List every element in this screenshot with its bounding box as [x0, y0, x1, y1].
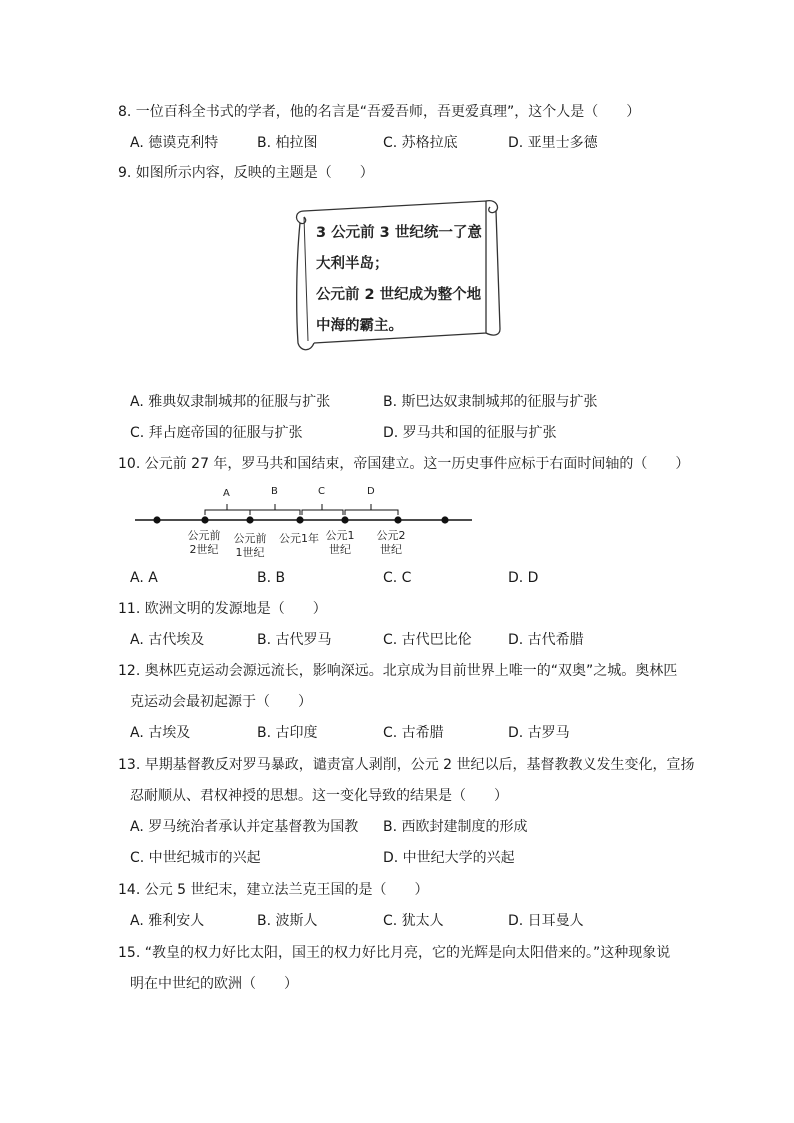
q14-option-a: A. 雅利安人 — [130, 913, 205, 929]
question-8-stem: 8. 一位百科全书式的学者，他的名言是“吾爱吾师，吾更爱真理”，这个人是（ ） — [118, 104, 641, 120]
q12-option-a: A. 古埃及 — [130, 725, 191, 741]
q8-option-b: B. 柏拉图 — [257, 135, 318, 151]
timeline-label-4: 公元1 世纪 — [325, 529, 355, 556]
q13-option-d: D. 中世纪大学的兴起 — [383, 850, 515, 866]
timeline-label-1: 公元前 2世纪 — [187, 529, 221, 556]
q11-option-b: B. 古代罗马 — [257, 632, 332, 648]
q14-option-b: B. 波斯人 — [257, 913, 318, 929]
q10-option-a: A. A — [130, 570, 158, 586]
question-11-stem: 11. 欧洲文明的发源地是（ ） — [118, 601, 327, 617]
timeline-dot — [296, 516, 303, 523]
question-15-stem-line2: 明在中世纪的欧洲（ ） — [130, 976, 298, 992]
question-13-stem-line2: 忍耐顺从、君权神授的思想。这一变化导致的结果是（ ） — [130, 788, 508, 804]
q12-option-b: B. 古印度 — [257, 725, 318, 741]
q8-option-a: A. 德谟克利特 — [130, 135, 219, 151]
q13-option-a: A. 罗马统治者承认并定基督教为国教 — [130, 819, 359, 835]
timeline-dot — [441, 516, 448, 523]
q9-option-c: C. 拜占庭帝国的征服与扩张 — [130, 425, 303, 441]
question-12-stem-line1: 12. 奥林匹克运动会源远流长，影响深远。北京成为目前世界上唯一的“双奥”之城。奥林匹 — [118, 663, 678, 679]
brace-b — [250, 510, 300, 515]
brace-c — [302, 510, 343, 515]
question-15-stem-line1: 15. “教皇的权力好比太阳，国王的权力好比月亮，它的光辉是向太阳借来的。”这种现象说 — [118, 945, 671, 961]
scroll-line-2: 大利半岛； — [316, 256, 389, 272]
question-13-stem-line1: 13. 早期基督教反对罗马暴政，谴责富人剥削，公元 2 世纪以后，基督教教义发生变化，宣扬 — [118, 757, 695, 773]
timeline-dot — [246, 516, 253, 523]
q11-option-c: C. 古代巴比伦 — [383, 632, 472, 648]
q11-option-d: D. 古代希腊 — [508, 632, 584, 648]
timeline — [130, 482, 480, 532]
q10-option-d: D. D — [508, 570, 539, 586]
q12-option-c: C. 古希腊 — [383, 725, 444, 741]
question-14-stem: 14. 公元 5 世纪末，建立法兰克王国的是（ ） — [118, 882, 429, 898]
q8-option-d: D. 亚里士多德 — [508, 135, 598, 151]
q10-option-b: B. B — [257, 570, 286, 586]
question-9-stem: 9. 如图所示内容，反映的主题是（ ） — [118, 165, 374, 181]
q14-option-d: D. 日耳曼人 — [508, 913, 584, 929]
timeline-label-5: 公元2 世纪 — [376, 529, 406, 556]
q13-option-c: C. 中世纪城市的兴起 — [130, 850, 261, 866]
timeline-label-3: 公元1年 — [279, 532, 319, 545]
timeline-dot — [201, 516, 208, 523]
brace-label-a: A — [223, 488, 230, 499]
q14-option-c: C. 犹太人 — [383, 913, 444, 929]
scroll-line-1: 3 公元前 3 世纪统一了意 — [316, 225, 482, 241]
q12-option-d: D. 古罗马 — [508, 725, 570, 741]
brace-d — [345, 510, 398, 515]
q9-option-a: A. 雅典奴隶制城邦的征服与扩张 — [130, 394, 331, 410]
q11-option-a: A. 古代埃及 — [130, 632, 205, 648]
brace-label-b: B — [271, 486, 278, 497]
question-12-stem-line2: 克运动会最初起源于（ ） — [130, 694, 312, 710]
timeline-dot — [394, 516, 401, 523]
scroll-line-3: 公元前 2 世纪成为整个地 — [316, 287, 482, 303]
question-10-stem: 10. 公元前 27 年，罗马共和国结束，帝国建立。这一历史事件应标于右面时间轴的（ ） — [118, 456, 690, 472]
q9-option-d: D. 罗马共和国的征服与扩张 — [383, 425, 557, 441]
q13-option-b: B. 西欧封建制度的形成 — [383, 819, 528, 835]
q8-option-c: C. 苏格拉底 — [383, 135, 458, 151]
q9-option-b: B. 斯巴达奴隶制城邦的征服与扩张 — [383, 394, 598, 410]
q10-option-c: C. C — [383, 570, 412, 586]
timeline-label-2: 公元前 1世纪 — [233, 532, 267, 559]
scroll-line-4: 中海的霸主。 — [316, 318, 403, 334]
brace-label-d: D — [367, 486, 375, 497]
brace-a — [205, 510, 250, 515]
brace-label-c: C — [318, 486, 325, 497]
timeline-dot — [153, 516, 160, 523]
timeline-dot — [341, 516, 348, 523]
